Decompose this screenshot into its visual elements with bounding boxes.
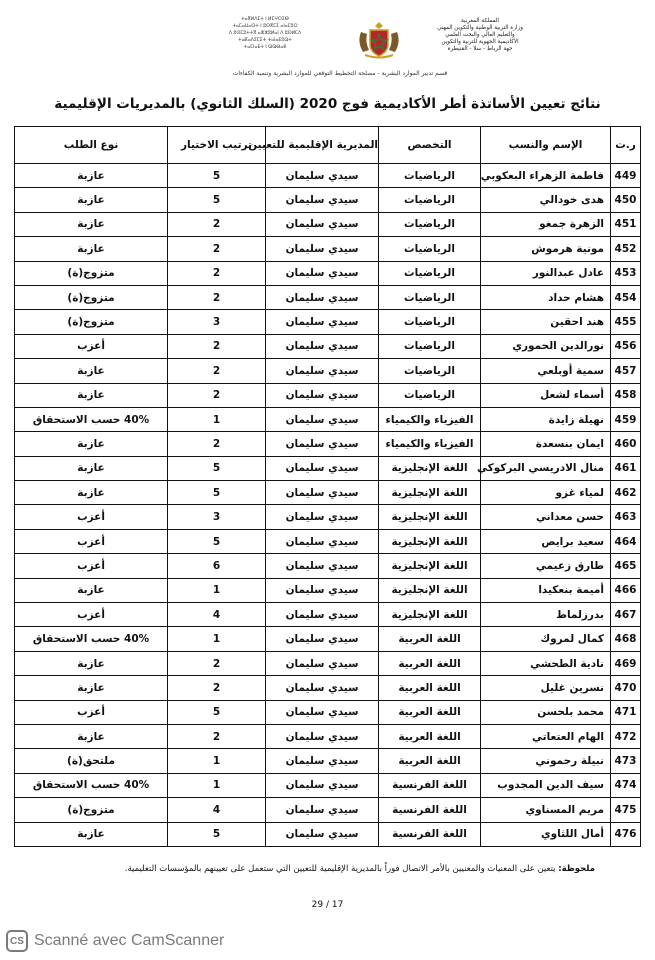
cell-choice-rank: 1 (168, 749, 266, 773)
letterhead-tifinagh-line: ⵜⴰⴽⴰⴷⵉⵎⵉⵜ ⵜⴰⵏⴰⴹⵓⵕⵜ (238, 38, 292, 43)
cell-subject: الرياضيات (379, 310, 481, 334)
cell-assigned-direction: سيدي سليمان (266, 554, 379, 578)
cell-subject: الفيزياء والكيمياء (379, 407, 481, 431)
cell-choice-rank: 2 (168, 676, 266, 700)
cell-subject: اللغة العربية (379, 700, 481, 724)
cell-subject: الرياضيات (379, 334, 481, 358)
table-row (15, 237, 641, 261)
page-number: 29 / 17 (311, 900, 344, 910)
cell-row-number: 468 (611, 627, 641, 651)
table-row (15, 383, 641, 407)
cell-applicant-name: منال الادريسي البركوكي (481, 456, 611, 480)
cell-applicant-name: لمياء غزو (481, 481, 611, 505)
table-row (15, 456, 641, 480)
cell-row-number: 460 (611, 432, 641, 456)
cell-choice-rank: 2 (168, 334, 266, 358)
cell-applicant-name: أميمة بنعكيدا (481, 578, 611, 602)
cell-request-type: عازبة (15, 212, 168, 236)
cell-applicant-name: الزهرة جمغو (481, 212, 611, 236)
table-row (15, 822, 641, 846)
cell-choice-rank: 3 (168, 505, 266, 529)
letterhead-tifinagh-line: ⵜⴰⵎⵏⴰⴹⵜ ⵏ ⵕⵕⴱⴰⵟ (243, 45, 287, 50)
cell-subject: اللغة الفرنسية (379, 822, 481, 846)
cell-subject: اللغة الإنجليزية (379, 456, 481, 480)
watermark-text: Scanné avec CamScanner (34, 932, 225, 949)
cell-subject: اللغة الفرنسية (379, 773, 481, 797)
cell-request-type: عازبة (15, 651, 168, 675)
cell-assigned-direction: سيدي سليمان (266, 334, 379, 358)
cell-choice-rank: 1 (168, 773, 266, 797)
cell-applicant-name: نورالدين الحموري (481, 334, 611, 358)
cell-request-type: ملتحق(ة) (15, 749, 168, 773)
cell-request-type: متزوج(ة) (15, 285, 168, 309)
cell-choice-rank: 5 (168, 700, 266, 724)
col-header-name: الإسم والنسب (481, 127, 611, 164)
cell-choice-rank: 2 (168, 359, 266, 383)
cell-row-number: 476 (611, 822, 641, 846)
cell-subject: اللغة الإنجليزية (379, 603, 481, 627)
cell-request-type: عازبة (15, 724, 168, 748)
camscanner-logo-icon: CS (6, 930, 28, 952)
cell-applicant-name: هدى خودالي (481, 188, 611, 212)
cell-request-type: 40% حسب الاستحقاق (15, 773, 168, 797)
table-row (15, 603, 641, 627)
letterhead-arabic-line: والتعليم العالي والبحث العلمي (445, 32, 515, 38)
cell-applicant-name: محمد بلحسن (481, 700, 611, 724)
cell-subject: الرياضيات (379, 261, 481, 285)
cell-row-number: 470 (611, 676, 641, 700)
letterhead-arabic-line: المملكة المغربية (461, 18, 499, 24)
cell-subject: اللغة الإنجليزية (379, 481, 481, 505)
col-header-subject: التخصص (379, 127, 481, 164)
cell-assigned-direction: سيدي سليمان (266, 505, 379, 529)
cell-choice-rank: 1 (168, 627, 266, 651)
table-row (15, 627, 641, 651)
cell-applicant-name: نبيلة رحموني (481, 749, 611, 773)
cell-assigned-direction: سيدي سليمان (266, 651, 379, 675)
cell-request-type: متزوج(ة) (15, 261, 168, 285)
cell-choice-rank: 3 (168, 310, 266, 334)
cell-row-number: 473 (611, 749, 641, 773)
cell-choice-rank: 5 (168, 822, 266, 846)
cell-applicant-name: نسرين غليل (481, 676, 611, 700)
cell-row-number: 472 (611, 724, 641, 748)
letterhead-arabic-line: وزارة التربية الوطنية والتكوين المهني (437, 25, 523, 31)
cell-row-number: 459 (611, 407, 641, 431)
cell-request-type: متزوج(ة) (15, 798, 168, 822)
cell-subject: اللغة الإنجليزية (379, 578, 481, 602)
cell-subject: الرياضيات (379, 212, 481, 236)
cell-row-number: 449 (611, 164, 641, 188)
cell-request-type: أعزب (15, 554, 168, 578)
table-row (15, 651, 641, 675)
cell-choice-rank: 6 (168, 554, 266, 578)
cell-choice-rank: 2 (168, 212, 266, 236)
cell-assigned-direction: سيدي سليمان (266, 285, 379, 309)
cell-assigned-direction: سيدي سليمان (266, 749, 379, 773)
cell-subject: اللغة العربية (379, 651, 481, 675)
table-row (15, 359, 641, 383)
cell-choice-rank: 5 (168, 164, 266, 188)
letterhead-tifinagh-line: ⵜⴰⴳⵍⴷⵉⵜ ⵏ ⵍⵎⵖⵔⵉⴱ (241, 17, 289, 22)
letterhead-arabic (405, 18, 555, 53)
cell-row-number: 469 (611, 651, 641, 675)
cell-choice-rank: 5 (168, 481, 266, 505)
cell-request-type: عازبة (15, 237, 168, 261)
cell-applicant-name: حسن معداني (481, 505, 611, 529)
cell-subject: اللغة العربية (379, 676, 481, 700)
cell-assigned-direction: سيدي سليمان (266, 529, 379, 553)
cell-assigned-direction: سيدي سليمان (266, 359, 379, 383)
cell-request-type: 40% حسب الاستحقاق (15, 407, 168, 431)
footnote-label: ملحوظة: (558, 864, 595, 874)
cell-request-type: أعزب (15, 334, 168, 358)
cell-subject: الرياضيات (379, 285, 481, 309)
department-line: قسم تدبير الموارد البشرية - مصلحة التخطيط التوقعي للموارد البشرية وتنمية الكفاءات (232, 70, 448, 77)
table-row (15, 554, 641, 578)
table-row (15, 798, 641, 822)
footnote (35, 864, 595, 874)
coat-of-arms-icon (357, 20, 401, 60)
cell-choice-rank: 2 (168, 383, 266, 407)
cell-assigned-direction: سيدي سليمان (266, 407, 379, 431)
cell-choice-rank: 4 (168, 798, 266, 822)
cell-applicant-name: نادية الطحشي (481, 651, 611, 675)
cell-row-number: 456 (611, 334, 641, 358)
cell-row-number: 457 (611, 359, 641, 383)
cell-applicant-name: كمال لمروك (481, 627, 611, 651)
cell-row-number: 452 (611, 237, 641, 261)
table-row (15, 212, 641, 236)
scanner-watermark (6, 928, 224, 954)
cell-row-number: 475 (611, 798, 641, 822)
cell-choice-rank: 5 (168, 456, 266, 480)
cell-applicant-name: مونية هرموش (481, 237, 611, 261)
cell-row-number: 471 (611, 700, 641, 724)
cell-request-type: متزوج(ة) (15, 310, 168, 334)
cell-assigned-direction: سيدي سليمان (266, 164, 379, 188)
cell-applicant-name: أمال اللثاوي (481, 822, 611, 846)
cell-request-type: عازبة (15, 432, 168, 456)
cell-applicant-name: الهام العتعاتي (481, 724, 611, 748)
cell-applicant-name: هند احقين (481, 310, 611, 334)
cell-applicant-name: سيف الدين المجدوب (481, 773, 611, 797)
cell-subject: اللغة العربية (379, 749, 481, 773)
cell-choice-rank: 2 (168, 237, 266, 261)
table-row (15, 749, 641, 773)
cell-subject: الرياضيات (379, 188, 481, 212)
cell-subject: الرياضيات (379, 383, 481, 407)
footnote-text: يتعين على المعنيات والمعنيين بالأمر الاتصال فوراً بالمديرية الإقليمية للتعيين التي ستعمل على تعيينهم بالمؤسسات التعليمية. (124, 864, 556, 874)
cell-applicant-name: عادل عبدالنور (481, 261, 611, 285)
cell-choice-rank: 2 (168, 285, 266, 309)
table-row (15, 676, 641, 700)
cell-choice-rank: 2 (168, 261, 266, 285)
table-row (15, 724, 641, 748)
table-header-row (15, 127, 641, 164)
table-row (15, 578, 641, 602)
cell-assigned-direction: سيدي سليمان (266, 603, 379, 627)
cell-request-type: عازبة (15, 383, 168, 407)
cell-assigned-direction: سيدي سليمان (266, 237, 379, 261)
cell-choice-rank: 2 (168, 651, 266, 675)
cell-subject: الرياضيات (379, 164, 481, 188)
letterhead-tifinagh-line: ⴷ ⵓⵙⵎⵓⵜⵜⴳ ⴰⵣⵣⵓⵍⴰⵏ ⴷ ⵓⵙⵍⵎⴷ (228, 31, 302, 36)
cell-row-number: 454 (611, 285, 641, 309)
cell-assigned-direction: سيدي سليمان (266, 676, 379, 700)
letterhead-tifinagh-line: ⵜⴰⵎⴰⵡⴰⵙⵜ ⵏ ⵓⵙⴳⵎⵉ ⴰⵏⴰⵎⵓⵔ (232, 24, 298, 29)
table-row (15, 773, 641, 797)
cell-subject: الفيزياء والكيمياء (379, 432, 481, 456)
cell-applicant-name: ايمان بنسعدة (481, 432, 611, 456)
cell-row-number: 474 (611, 773, 641, 797)
cell-request-type: عازبة (15, 188, 168, 212)
cell-request-type: عازبة (15, 578, 168, 602)
table-row (15, 481, 641, 505)
cell-row-number: 465 (611, 554, 641, 578)
cell-request-type: عازبة (15, 359, 168, 383)
cell-assigned-direction: سيدي سليمان (266, 578, 379, 602)
cell-assigned-direction: سيدي سليمان (266, 798, 379, 822)
letterhead-tifinagh (195, 16, 335, 51)
cell-assigned-direction: سيدي سليمان (266, 212, 379, 236)
cell-assigned-direction: سيدي سليمان (266, 261, 379, 285)
table-row (15, 505, 641, 529)
cell-row-number: 451 (611, 212, 641, 236)
letterhead-arabic-line: الأكاديمية الجهوية للتربية والتكوين (441, 39, 519, 45)
cell-request-type: 40% حسب الاستحقاق (15, 627, 168, 651)
cell-assigned-direction: سيدي سليمان (266, 822, 379, 846)
cell-applicant-name: نهيلة زايدة (481, 407, 611, 431)
col-header-number: ر.ت (611, 127, 641, 164)
cell-choice-rank: 5 (168, 529, 266, 553)
table-row (15, 310, 641, 334)
cell-applicant-name: هشام حداد (481, 285, 611, 309)
table-row (15, 407, 641, 431)
cell-choice-rank: 1 (168, 407, 266, 431)
cell-subject: اللغة العربية (379, 627, 481, 651)
cell-request-type: عازبة (15, 481, 168, 505)
cell-assigned-direction: سيدي سليمان (266, 481, 379, 505)
cell-applicant-name: فاطمة الزهراء البعكوبي (481, 164, 611, 188)
cell-row-number: 462 (611, 481, 641, 505)
col-header-request-type: نوع الطلب (15, 127, 168, 164)
letterhead-arabic-line: جهة الرباط - سلا - القنيطرة (447, 46, 513, 52)
cell-applicant-name: طارق زعيمي (481, 554, 611, 578)
cell-request-type: عازبة (15, 676, 168, 700)
results-table (14, 126, 641, 847)
cell-row-number: 453 (611, 261, 641, 285)
table-row (15, 164, 641, 188)
cell-choice-rank: 2 (168, 724, 266, 748)
cell-subject: اللغة الإنجليزية (379, 505, 481, 529)
cell-assigned-direction: سيدي سليمان (266, 627, 379, 651)
cell-subject: اللغة الإنجليزية (379, 554, 481, 578)
table-body (15, 164, 641, 847)
col-header-rank: ترتيب الاختيار (168, 127, 266, 164)
cell-request-type: أعزب (15, 505, 168, 529)
cell-assigned-direction: سيدي سليمان (266, 700, 379, 724)
cell-row-number: 461 (611, 456, 641, 480)
document-title: نتائج تعيين الأساتذة أطر الأكاديمية فوج 2020 (السلك الثانوي) بالمديريات الإقليمية (54, 96, 601, 112)
cell-assigned-direction: سيدي سليمان (266, 456, 379, 480)
cell-assigned-direction: سيدي سليمان (266, 310, 379, 334)
table-row (15, 700, 641, 724)
letterhead (0, 10, 655, 82)
cell-row-number: 458 (611, 383, 641, 407)
table-row (15, 529, 641, 553)
table-row (15, 261, 641, 285)
cell-request-type: أعزب (15, 529, 168, 553)
cell-assigned-direction: سيدي سليمان (266, 773, 379, 797)
cell-choice-rank: 2 (168, 432, 266, 456)
cell-subject: الرياضيات (379, 237, 481, 261)
cell-subject: اللغة العربية (379, 724, 481, 748)
col-header-direction: المديرية الإقليمية للتعيين (266, 127, 379, 164)
cell-choice-rank: 5 (168, 188, 266, 212)
cell-request-type: عازبة (15, 456, 168, 480)
cell-assigned-direction: سيدي سليمان (266, 432, 379, 456)
cell-row-number: 466 (611, 578, 641, 602)
cell-request-type: عازبة (15, 164, 168, 188)
cell-row-number: 464 (611, 529, 641, 553)
cell-subject: الرياضيات (379, 359, 481, 383)
table-row (15, 432, 641, 456)
cell-row-number: 455 (611, 310, 641, 334)
cell-row-number: 450 (611, 188, 641, 212)
cell-request-type: عازبة (15, 822, 168, 846)
cell-applicant-name: مريم المسناوي (481, 798, 611, 822)
cell-choice-rank: 4 (168, 603, 266, 627)
cell-subject: اللغة الإنجليزية (379, 529, 481, 553)
cell-row-number: 467 (611, 603, 641, 627)
cell-row-number: 463 (611, 505, 641, 529)
cell-assigned-direction: سيدي سليمان (266, 383, 379, 407)
cell-request-type: أعزب (15, 700, 168, 724)
cell-assigned-direction: سيدي سليمان (266, 724, 379, 748)
cell-applicant-name: أسماء لشعل (481, 383, 611, 407)
cell-applicant-name: سعيد برايص (481, 529, 611, 553)
cell-subject: اللغة الفرنسية (379, 798, 481, 822)
cell-assigned-direction: سيدي سليمان (266, 188, 379, 212)
cell-applicant-name: سمية أوبلعي (481, 359, 611, 383)
cell-choice-rank: 1 (168, 578, 266, 602)
table-row (15, 285, 641, 309)
table-row (15, 334, 641, 358)
cell-applicant-name: بدرزلماط (481, 603, 611, 627)
cell-request-type: أعزب (15, 603, 168, 627)
table-row (15, 188, 641, 212)
